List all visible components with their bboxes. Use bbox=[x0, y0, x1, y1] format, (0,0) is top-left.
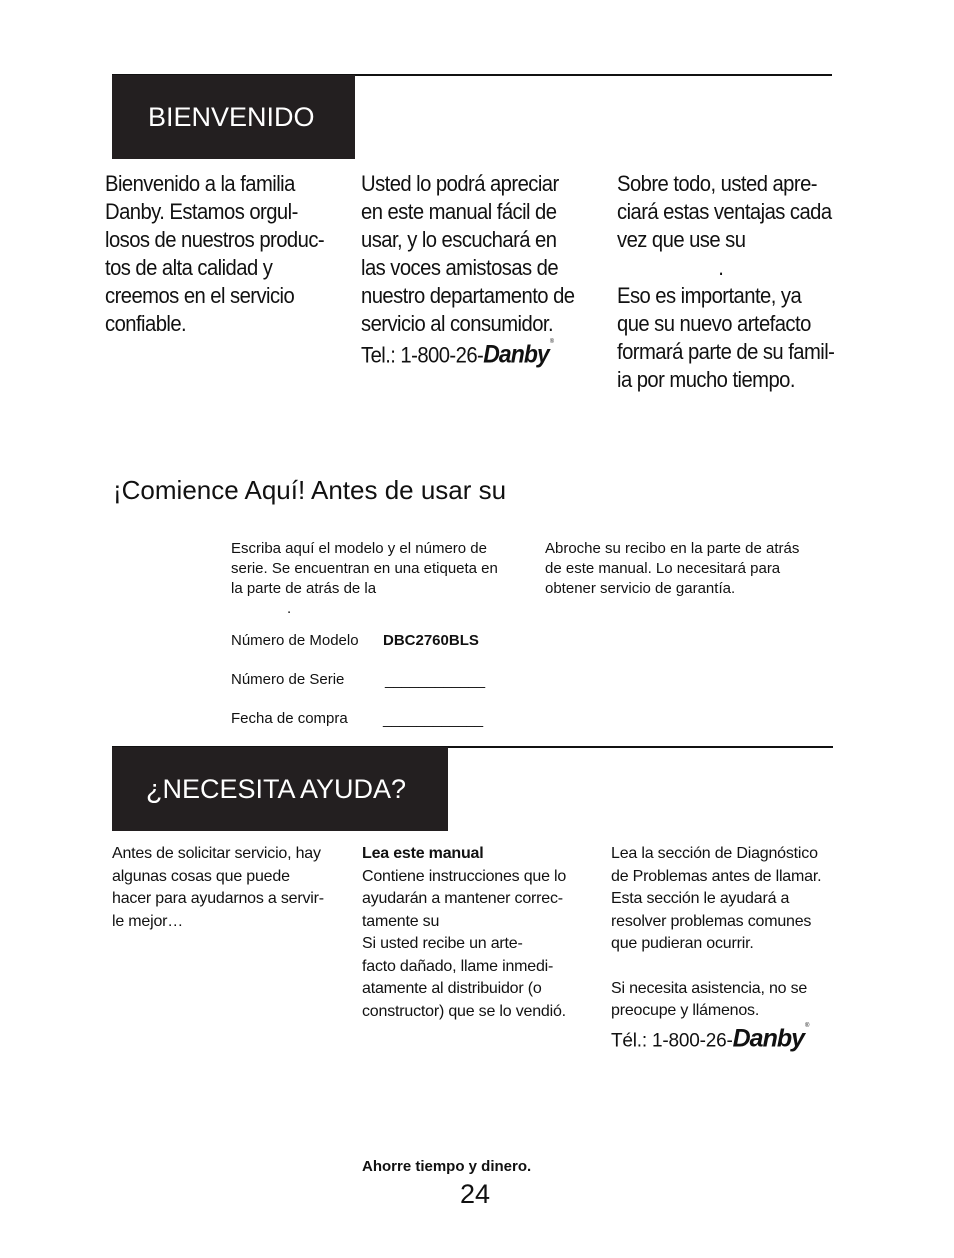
model-number-label: Número de Modelo bbox=[231, 632, 359, 649]
help-column-2 bbox=[362, 843, 566, 1023]
text-line: Usted lo podrá apreciar bbox=[361, 171, 559, 196]
text-line: usar, y lo escuchará en bbox=[361, 227, 557, 252]
phone-line bbox=[361, 338, 574, 369]
model-number-value: DBC2760BLS bbox=[383, 632, 479, 649]
text-line: . bbox=[287, 600, 292, 617]
text-line: tos de alta calidad y bbox=[105, 255, 273, 280]
text-line: . bbox=[718, 255, 724, 280]
serial-number-field: ____________ bbox=[385, 672, 486, 689]
text-line: obtener servicio de garantía. bbox=[545, 580, 736, 597]
text-line: Si necesita asistencia, no se bbox=[611, 979, 808, 997]
text-line: Esta sección le ayudará a bbox=[611, 890, 790, 907]
text-line: tamente su bbox=[362, 912, 440, 930]
text-line: Abroche su recibo en la parte de atrás bbox=[545, 540, 800, 557]
text-line: las voces amistosas de bbox=[361, 255, 559, 280]
text-line: la parte de atrás de la bbox=[231, 580, 377, 597]
help-banner-title: ¿NECESITA AYUDA? bbox=[146, 773, 407, 804]
text-line: le mejor… bbox=[112, 912, 184, 930]
text-line: Danby. Estamos orgul- bbox=[105, 199, 298, 224]
text-line: que pudieran ocurrir. bbox=[611, 935, 754, 952]
registered-mark: ® bbox=[549, 339, 553, 345]
purchase-date-label: Fecha de compra bbox=[231, 710, 348, 727]
welcome-banner-title: BIENVENIDO bbox=[148, 101, 315, 132]
text-line: Antes de solicitar servicio, hay bbox=[112, 845, 321, 862]
phone-prefix: Tél.: 1-800-26- bbox=[611, 1029, 733, 1051]
phone-prefix: Tel.: 1-800-26- bbox=[361, 342, 484, 368]
text-line: ciará estas ventajas cada bbox=[617, 199, 832, 224]
page-number: 24 bbox=[460, 1179, 491, 1209]
text-line: Escriba aquí el modelo y el número de bbox=[231, 540, 487, 557]
text-line: formará parte de su famil- bbox=[617, 339, 835, 364]
text-line: nuestro departamento de bbox=[361, 283, 575, 308]
help-banner bbox=[112, 747, 448, 831]
purchase-date-field: ____________ bbox=[383, 711, 484, 728]
text-line: serie. Se encuentran en una etiqueta en bbox=[231, 560, 498, 577]
start-right-text bbox=[545, 539, 799, 599]
text-line: constructor) que se lo vendió. bbox=[362, 1002, 566, 1020]
help-column-2-title: Lea este manual bbox=[362, 845, 484, 862]
text-line: confiable. bbox=[105, 311, 187, 336]
text-line: facto dañado, llame inmedi- bbox=[362, 957, 554, 975]
registered-mark: ® bbox=[805, 1022, 809, 1029]
text-line: de Problemas antes de llamar. bbox=[611, 867, 822, 885]
text-line: algunas cosas que puede bbox=[112, 867, 290, 885]
serial-number-label: Número de Serie bbox=[231, 671, 345, 688]
welcome-banner bbox=[112, 75, 355, 159]
text-line: ia por mucho tiempo. bbox=[617, 367, 795, 392]
text-line: Sobre todo, usted apre- bbox=[617, 171, 817, 196]
text-line: de este manual. Lo necesitará para bbox=[545, 560, 781, 577]
danby-logo-text: Danby bbox=[483, 340, 549, 369]
start-left-text bbox=[231, 539, 498, 619]
text-line: ayudarán a mantener correc- bbox=[362, 890, 563, 907]
danby-logo-text: Danby bbox=[732, 1023, 805, 1052]
spacer bbox=[611, 956, 821, 978]
text-line: Lea la sección de Diagnóstico bbox=[611, 845, 818, 862]
text-line: hacer para ayudarnos a servir- bbox=[112, 890, 324, 907]
text-line: en este manual fácil de bbox=[361, 199, 557, 224]
start-heading: ¡Comience Aquí! Antes de usar su bbox=[113, 475, 507, 505]
text-line: Contiene instrucciones que lo bbox=[362, 867, 567, 885]
text-line: Si usted recibe un arte- bbox=[362, 935, 523, 952]
help-column-3 bbox=[611, 843, 821, 1054]
text-line: creemos en el servicio bbox=[105, 283, 295, 308]
text-line: preocupe y llámenos. bbox=[611, 1002, 760, 1019]
save-time-note: Ahorre tiempo y dinero. bbox=[362, 1158, 532, 1175]
text-line: que su nuevo artefacto bbox=[617, 311, 811, 336]
text-line: losos de nuestros produc- bbox=[105, 227, 325, 252]
text-line: resolver problemas comunes bbox=[611, 912, 812, 930]
help-column-1 bbox=[112, 843, 324, 933]
phone-line bbox=[611, 1023, 821, 1054]
text-line: Bienvenido a la familia bbox=[105, 171, 295, 196]
welcome-column-3 bbox=[617, 170, 834, 394]
danby-logo bbox=[483, 338, 553, 368]
welcome-column-1 bbox=[105, 170, 324, 338]
text-line: servicio al consumidor. bbox=[361, 311, 554, 336]
text-line: atamente al distribuidor (o bbox=[362, 980, 542, 997]
danby-logo bbox=[733, 1023, 809, 1051]
text-line: Eso es importante, ya bbox=[617, 283, 802, 308]
welcome-column-2 bbox=[361, 170, 574, 369]
text-line: vez que use su bbox=[617, 227, 746, 252]
